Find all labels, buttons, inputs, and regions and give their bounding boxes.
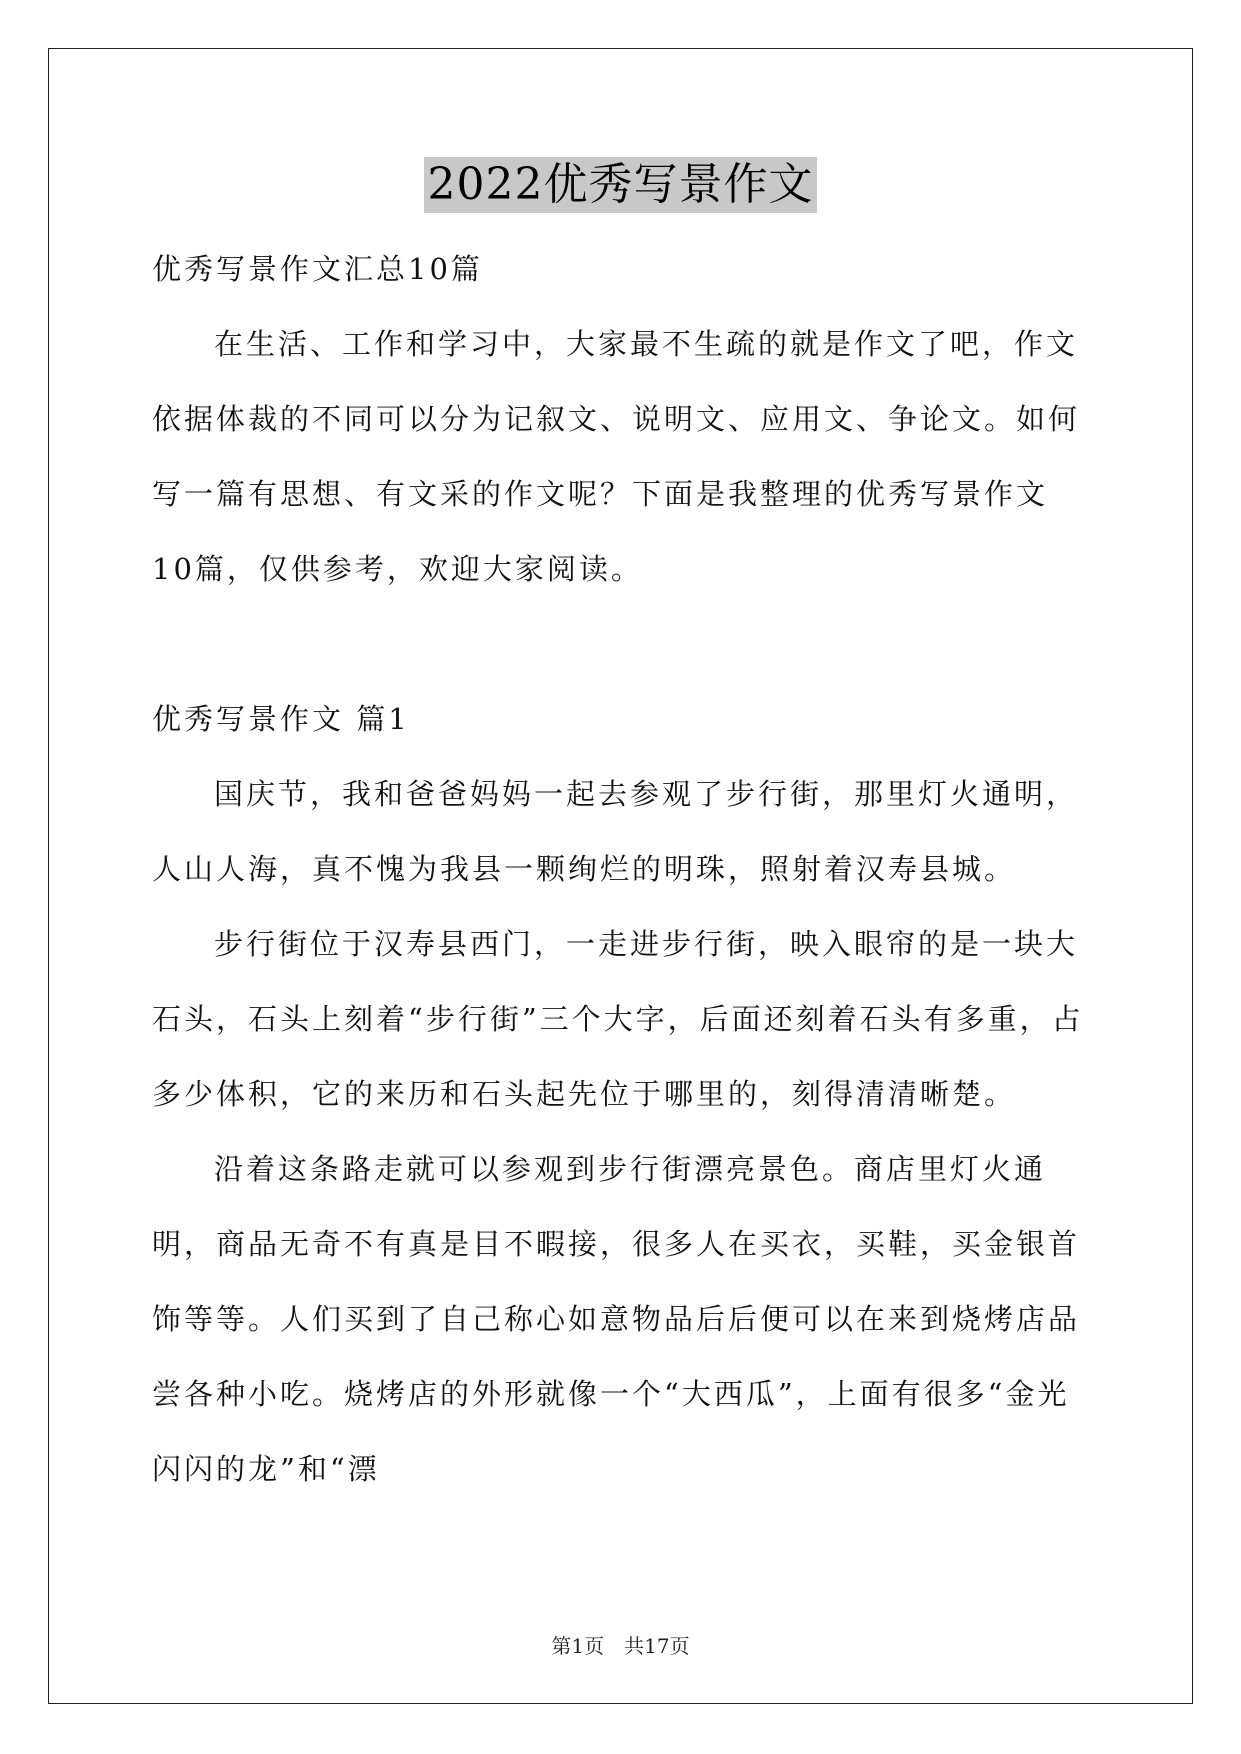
document-subtitle: 优秀写景作文汇总10篇 xyxy=(152,252,483,286)
document-title: 2022优秀写景作文 xyxy=(424,157,818,213)
document-body xyxy=(152,232,1090,1507)
page-total: 共17页 xyxy=(624,1634,690,1658)
body-paragraph: 步行街位于汉寿县西门，一走进步行街，映入眼帘的是一块大石头，石头上刻着“步行街”三个大字，后面还刻着石头有多重，占多少体积，它的来历和石头起先位于哪里的，刻得清清晰楚。 xyxy=(152,927,1084,1111)
page-number: 第1页 xyxy=(551,1634,605,1658)
intro-paragraph: 在生活、工作和学习中，大家最不生疏的就是作文了吧，作文依据体裁的不同可以分为记叙文、说明文、应用文、争论文。如何写一篇有思想、有文采的作文呢？下面是我整理的优秀写景作文10篇，仅供参考，欢迎大家阅读。 xyxy=(152,327,1081,586)
section-heading: 优秀写景作文 篇1 xyxy=(152,702,410,736)
body-paragraph: 国庆节，我和爸爸妈妈一起去参观了步行街，那里灯火通明，人山人海，真不愧为我县一颗绚烂的明珠，照射着汉寿县城。 xyxy=(152,777,1079,886)
page-footer xyxy=(0,1633,1241,1659)
section-spacer xyxy=(152,607,1090,682)
body-paragraph: 沿着这条路走就可以参观到步行街漂亮景色。商店里灯火通明，商品无奇不有真是目不暇接，很多人在买衣，买鞋，买金银首饰等等。人们买到了自己称心如意物品后后便可以在来到烧烤店品尝各种小吃。烧烤店的外形就像一个“大西瓜”，上面有很多“金光闪闪的龙”和“漂 xyxy=(152,1152,1081,1486)
title-container xyxy=(0,157,1241,213)
